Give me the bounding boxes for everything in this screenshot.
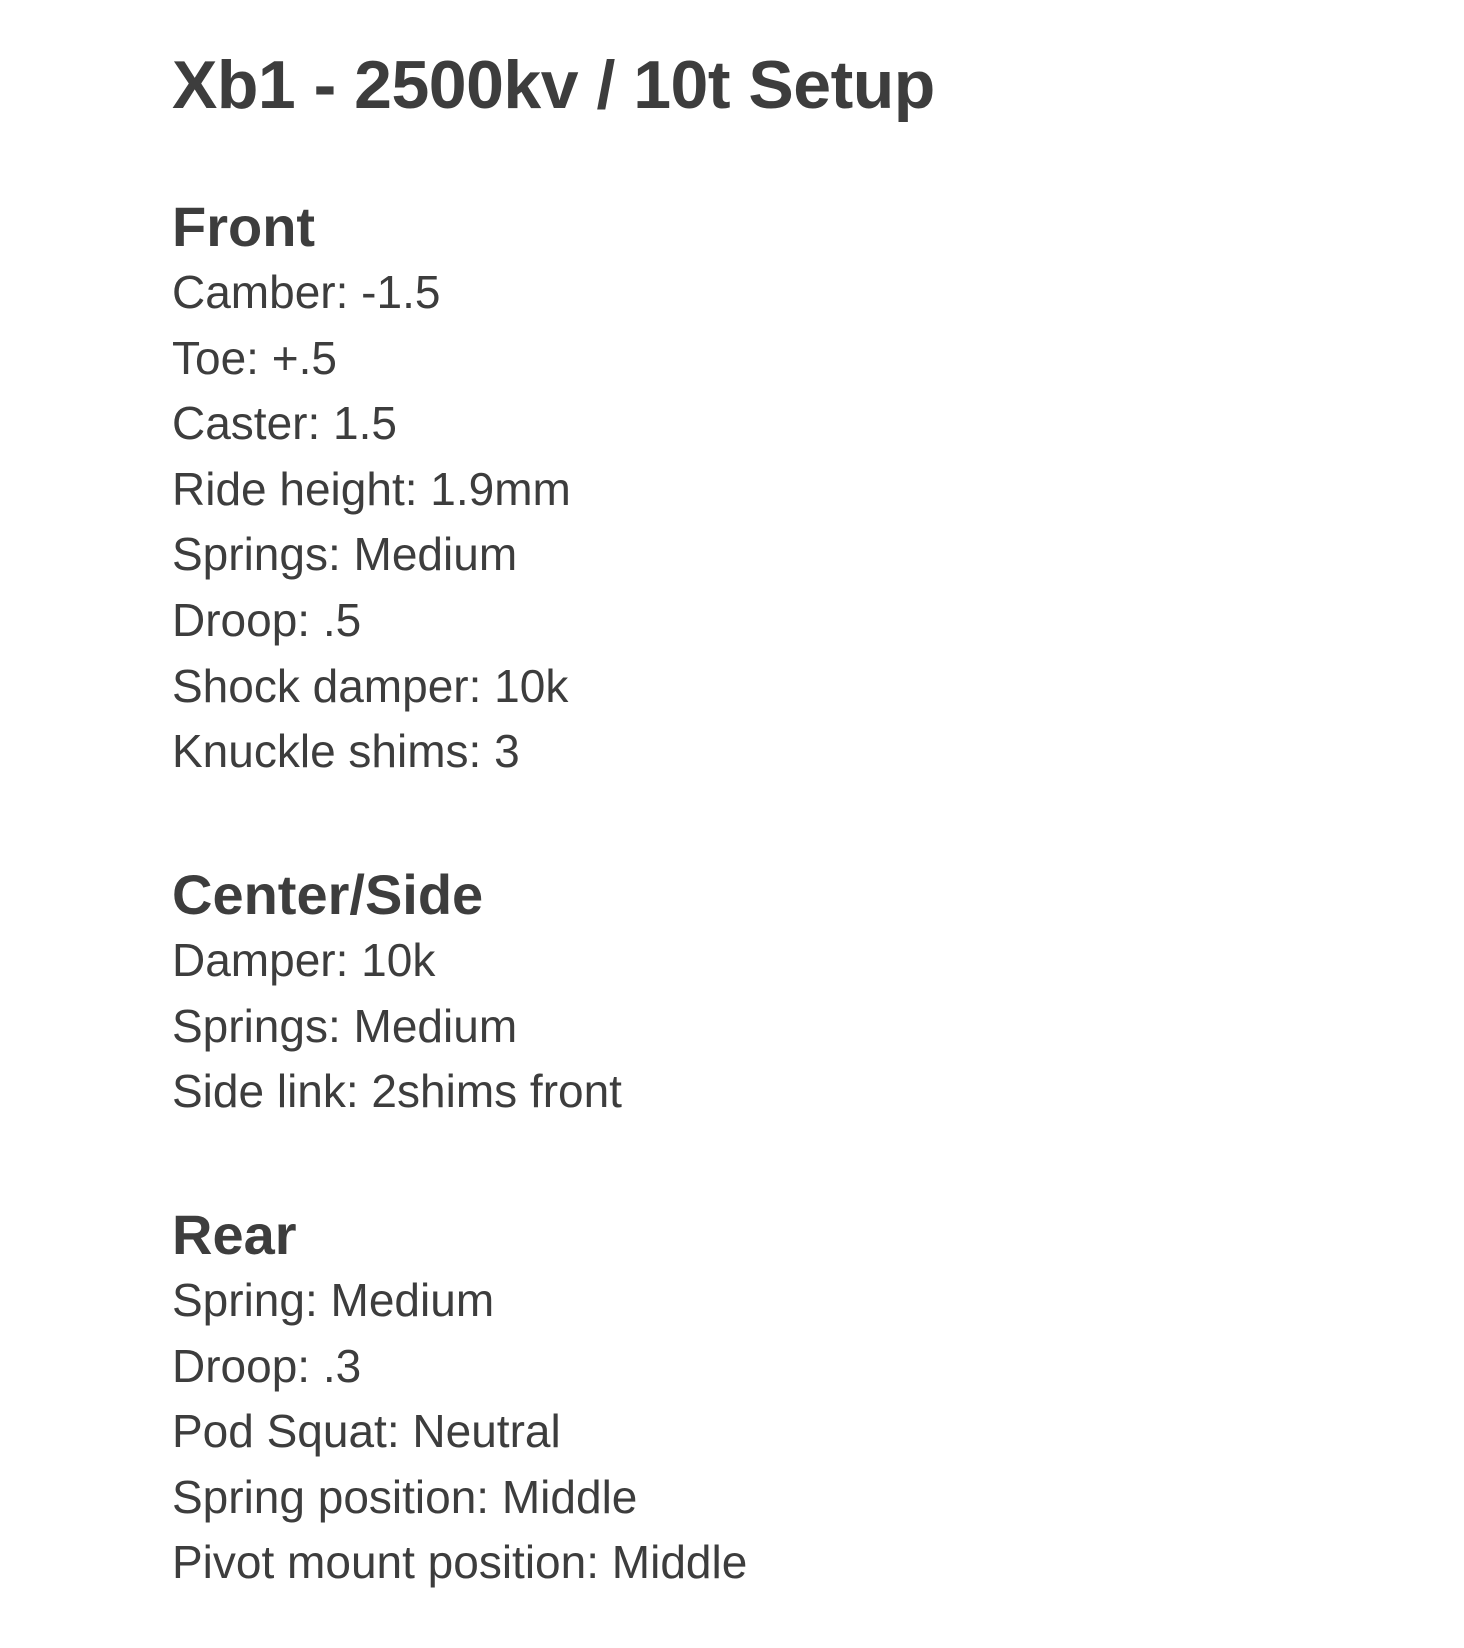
setting-item: Side link: 2shims front <box>172 1065 622 1118</box>
setting-item: Knuckle shims: 3 <box>172 725 520 778</box>
setting-item: Spring position: Middle <box>172 1470 638 1523</box>
setting-item: Shock damper: 10k <box>172 659 569 712</box>
setting-item: Spring: Medium <box>172 1274 495 1326</box>
section-front <box>172 194 571 785</box>
section-heading-front: Front <box>172 195 316 258</box>
note-title: Xb1 - 2500kv / 10t Setup <box>172 47 935 123</box>
section-rear <box>172 1202 747 1596</box>
setting-item: Camber: -1.5 <box>172 266 441 318</box>
setting-item: Caster: 1.5 <box>172 397 397 450</box>
section-heading-center-side: Center/Side <box>172 863 484 926</box>
setting-item: Springs: Medium <box>172 999 518 1052</box>
section-center-side <box>172 862 622 1125</box>
setting-item: Pivot mount position: Middle <box>172 1536 748 1589</box>
setting-item: Damper: 10k <box>172 934 436 986</box>
section-heading-rear: Rear <box>172 1203 297 1266</box>
setting-item: Droop: .3 <box>172 1339 362 1392</box>
setting-item: Springs: Medium <box>172 528 518 581</box>
rear-settings-list <box>172 1268 747 1596</box>
center-side-settings-list <box>172 928 622 1125</box>
setting-item: Pod Squat: Neutral <box>172 1405 561 1458</box>
setting-item: Droop: .5 <box>172 593 362 646</box>
setting-item: Toe: +.5 <box>172 331 337 384</box>
setting-item: Ride height: 1.9mm <box>172 462 571 515</box>
front-settings-list <box>172 260 571 785</box>
